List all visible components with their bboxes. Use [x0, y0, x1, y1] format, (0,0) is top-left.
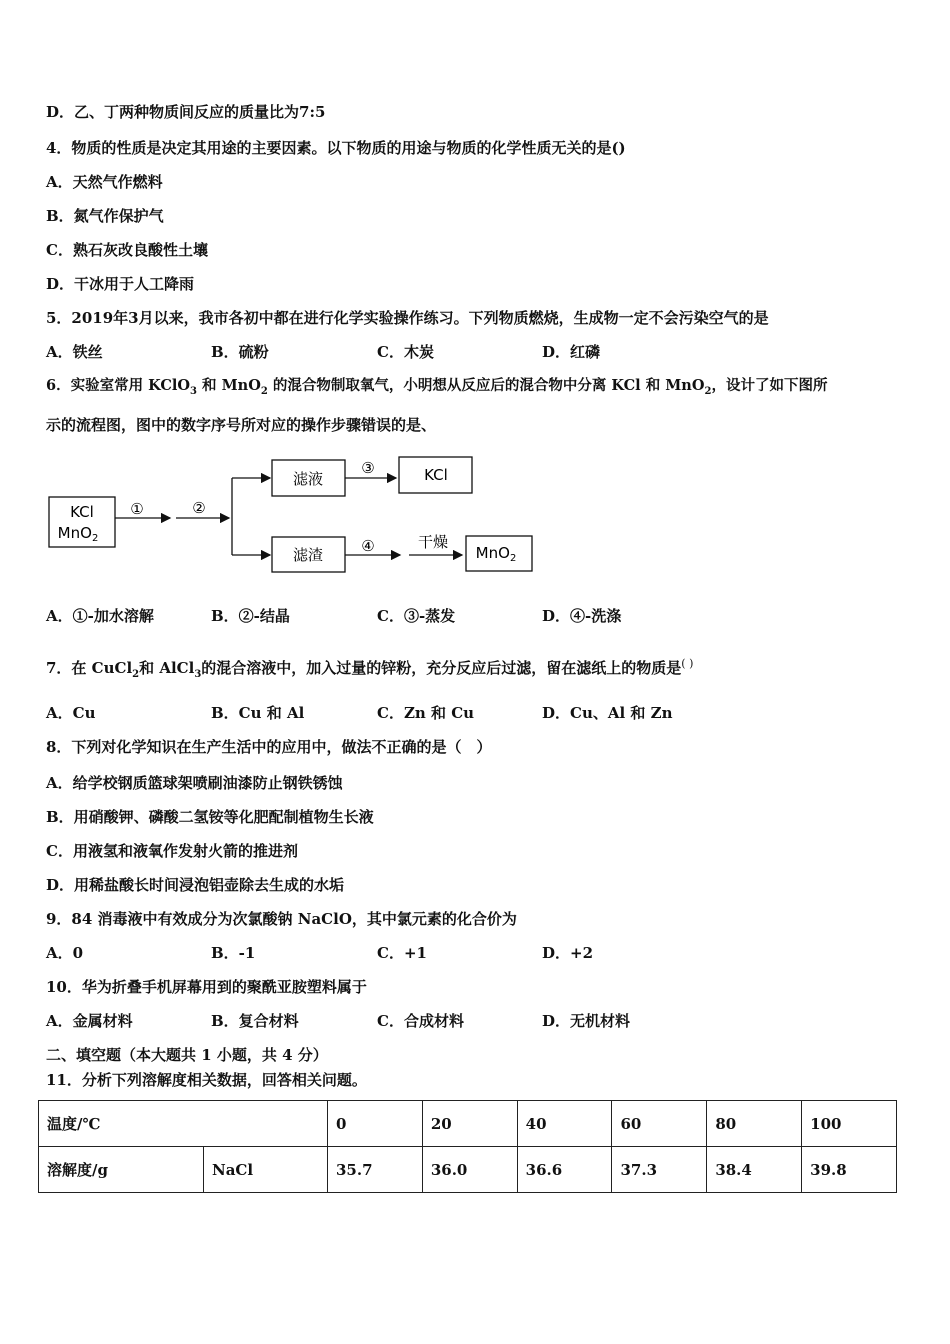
- q10-stem: 10．华为折叠手机屏幕用到的聚酰亚胺塑料属于: [46, 978, 367, 996]
- separation-flowchart: [0, 445, 950, 595]
- value-cell: 39.8: [802, 1147, 897, 1193]
- header-label-cell: 温度/℃: [39, 1101, 328, 1147]
- answer-paren: ( ): [681, 657, 694, 670]
- temp-cell: 20: [422, 1101, 517, 1147]
- q6-option-a: A．①-加水溶解: [46, 607, 154, 625]
- q9-stem: 9．84 消毒液中有效成分为次氯酸钠 NaClO，其中氯元素的化合价为: [46, 910, 517, 928]
- substance-cell: NaCl: [204, 1147, 328, 1193]
- q7-option-c: C．Zn 和 Cu: [377, 704, 475, 722]
- q6-option-d: D．④-洗涤: [542, 607, 622, 625]
- step1-label: ①: [130, 500, 144, 518]
- residue-label: 滤渣: [292, 546, 324, 564]
- q6-option-c: C．③-蒸发: [377, 607, 456, 625]
- q9-option-c: C．+1: [377, 944, 427, 962]
- value-cell: 38.4: [707, 1147, 802, 1193]
- row-label-cell: 溶解度/g: [39, 1147, 204, 1193]
- q5-option-b: B．硫粉: [211, 343, 269, 361]
- q9-option-d: D．+2: [542, 944, 594, 962]
- q8-option-d: D．用稀盐酸长时间浸泡铝壶除去生成的水垢: [46, 876, 345, 894]
- table-row: [39, 1147, 897, 1193]
- q8-option-b: B．用硝酸钾、磷酸二氢铵等化肥配制植物生长液: [46, 808, 374, 826]
- mno2-product-label: MnO$_2$: [475, 544, 517, 564]
- q10-option-c: C．合成材料: [377, 1012, 464, 1030]
- q6-stem-line2: 示的流程图，图中的数字序号所对应的操作步骤错误的是、: [46, 416, 437, 434]
- q5-option-c: C．木炭: [377, 343, 434, 361]
- q4-stem: 4．物质的性质是决定其用途的主要因素。以下物质的用途与物质的化学性质无关的是(): [46, 139, 626, 157]
- temp-cell: 100: [802, 1101, 897, 1147]
- table-row: [39, 1101, 897, 1147]
- q6-option-b: B．②-结晶: [211, 607, 290, 625]
- q8-option-c: C．用液氢和液氧作发射火箭的推进剂: [46, 842, 298, 860]
- q5-option-d: D．红磷: [542, 343, 601, 361]
- start-label-kcl: KCl: [70, 503, 94, 521]
- q4-option-a: A．天然气作燃料: [46, 173, 163, 191]
- start-label-mno2: MnO$_2$: [57, 524, 99, 544]
- q7-option-a: A．Cu: [46, 704, 96, 722]
- value-cell: 35.7: [328, 1147, 423, 1193]
- q8-stem: 8．下列对化学知识在生产生活中的应用中，做法不正确的是（ ）: [46, 738, 492, 756]
- q10-option-d: D．无机材料: [542, 1012, 631, 1030]
- step3-label: ③: [361, 459, 375, 477]
- temp-cell: 40: [517, 1101, 612, 1147]
- section-heading: 二、填空题（本大题共 1 小题，共 4 分）: [46, 1046, 328, 1064]
- temp-cell: 0: [328, 1101, 423, 1147]
- q8-option-a: A．给学校钢质篮球架喷刷油漆防止钢铁锈蚀: [46, 774, 343, 792]
- value-cell: 36.0: [422, 1147, 517, 1193]
- q4-option-c: C．熟石灰改良酸性土壤: [46, 241, 208, 259]
- q9-option-b: B．-1: [211, 944, 256, 962]
- q3-option-d: D．乙、丁两种物质间反应的质量比为7:5: [46, 103, 326, 121]
- temp-cell: 60: [612, 1101, 707, 1147]
- q7-stem: 7．在 CuCl$_2$和 AlCl$_3$的混合溶液中，加入过量的锌粉，充分反应后过滤，留在滤纸上的物质是( ): [46, 657, 694, 680]
- q9-option-a: A．0: [46, 944, 84, 962]
- q5-option-a: A．铁丝: [46, 343, 103, 361]
- dry-label: 干燥: [417, 533, 449, 551]
- q4-option-b: B．氮气作保护气: [46, 207, 164, 225]
- value-cell: 36.6: [517, 1147, 612, 1193]
- filtrate-label: 滤液: [292, 470, 324, 488]
- temp-cell: 80: [707, 1101, 802, 1147]
- value-cell: 37.3: [612, 1147, 707, 1193]
- q11-stem: 11．分析下列溶解度相关数据，回答相关问题。: [46, 1071, 367, 1089]
- q6-stem-line1: 6．实验室常用 KClO$_3$ 和 MnO$_2$ 的混合物制取氧气，小明想从反应后的混合物中分离 KCl 和 MnO$_2$，设计了如下图所: [46, 377, 828, 397]
- q10-option-b: B．复合材料: [211, 1012, 299, 1030]
- q5-stem: 5．2019年3月以来，我市各初中都在进行化学实验操作练习。下列物质燃烧，生成物一定不会污染空气的是: [46, 309, 769, 327]
- q4-option-d: D．干冰用于人工降雨: [46, 275, 195, 293]
- q10-option-a: A．金属材料: [46, 1012, 133, 1030]
- kcl-product-label: KCl: [424, 466, 448, 484]
- solubility-table: [38, 1100, 897, 1193]
- step4-label: ④: [361, 537, 375, 555]
- q7-option-d: D．Cu、Al 和 Zn: [542, 704, 673, 722]
- q7-option-b: B．Cu 和 Al: [211, 704, 305, 722]
- step2-label: ②: [192, 499, 206, 517]
